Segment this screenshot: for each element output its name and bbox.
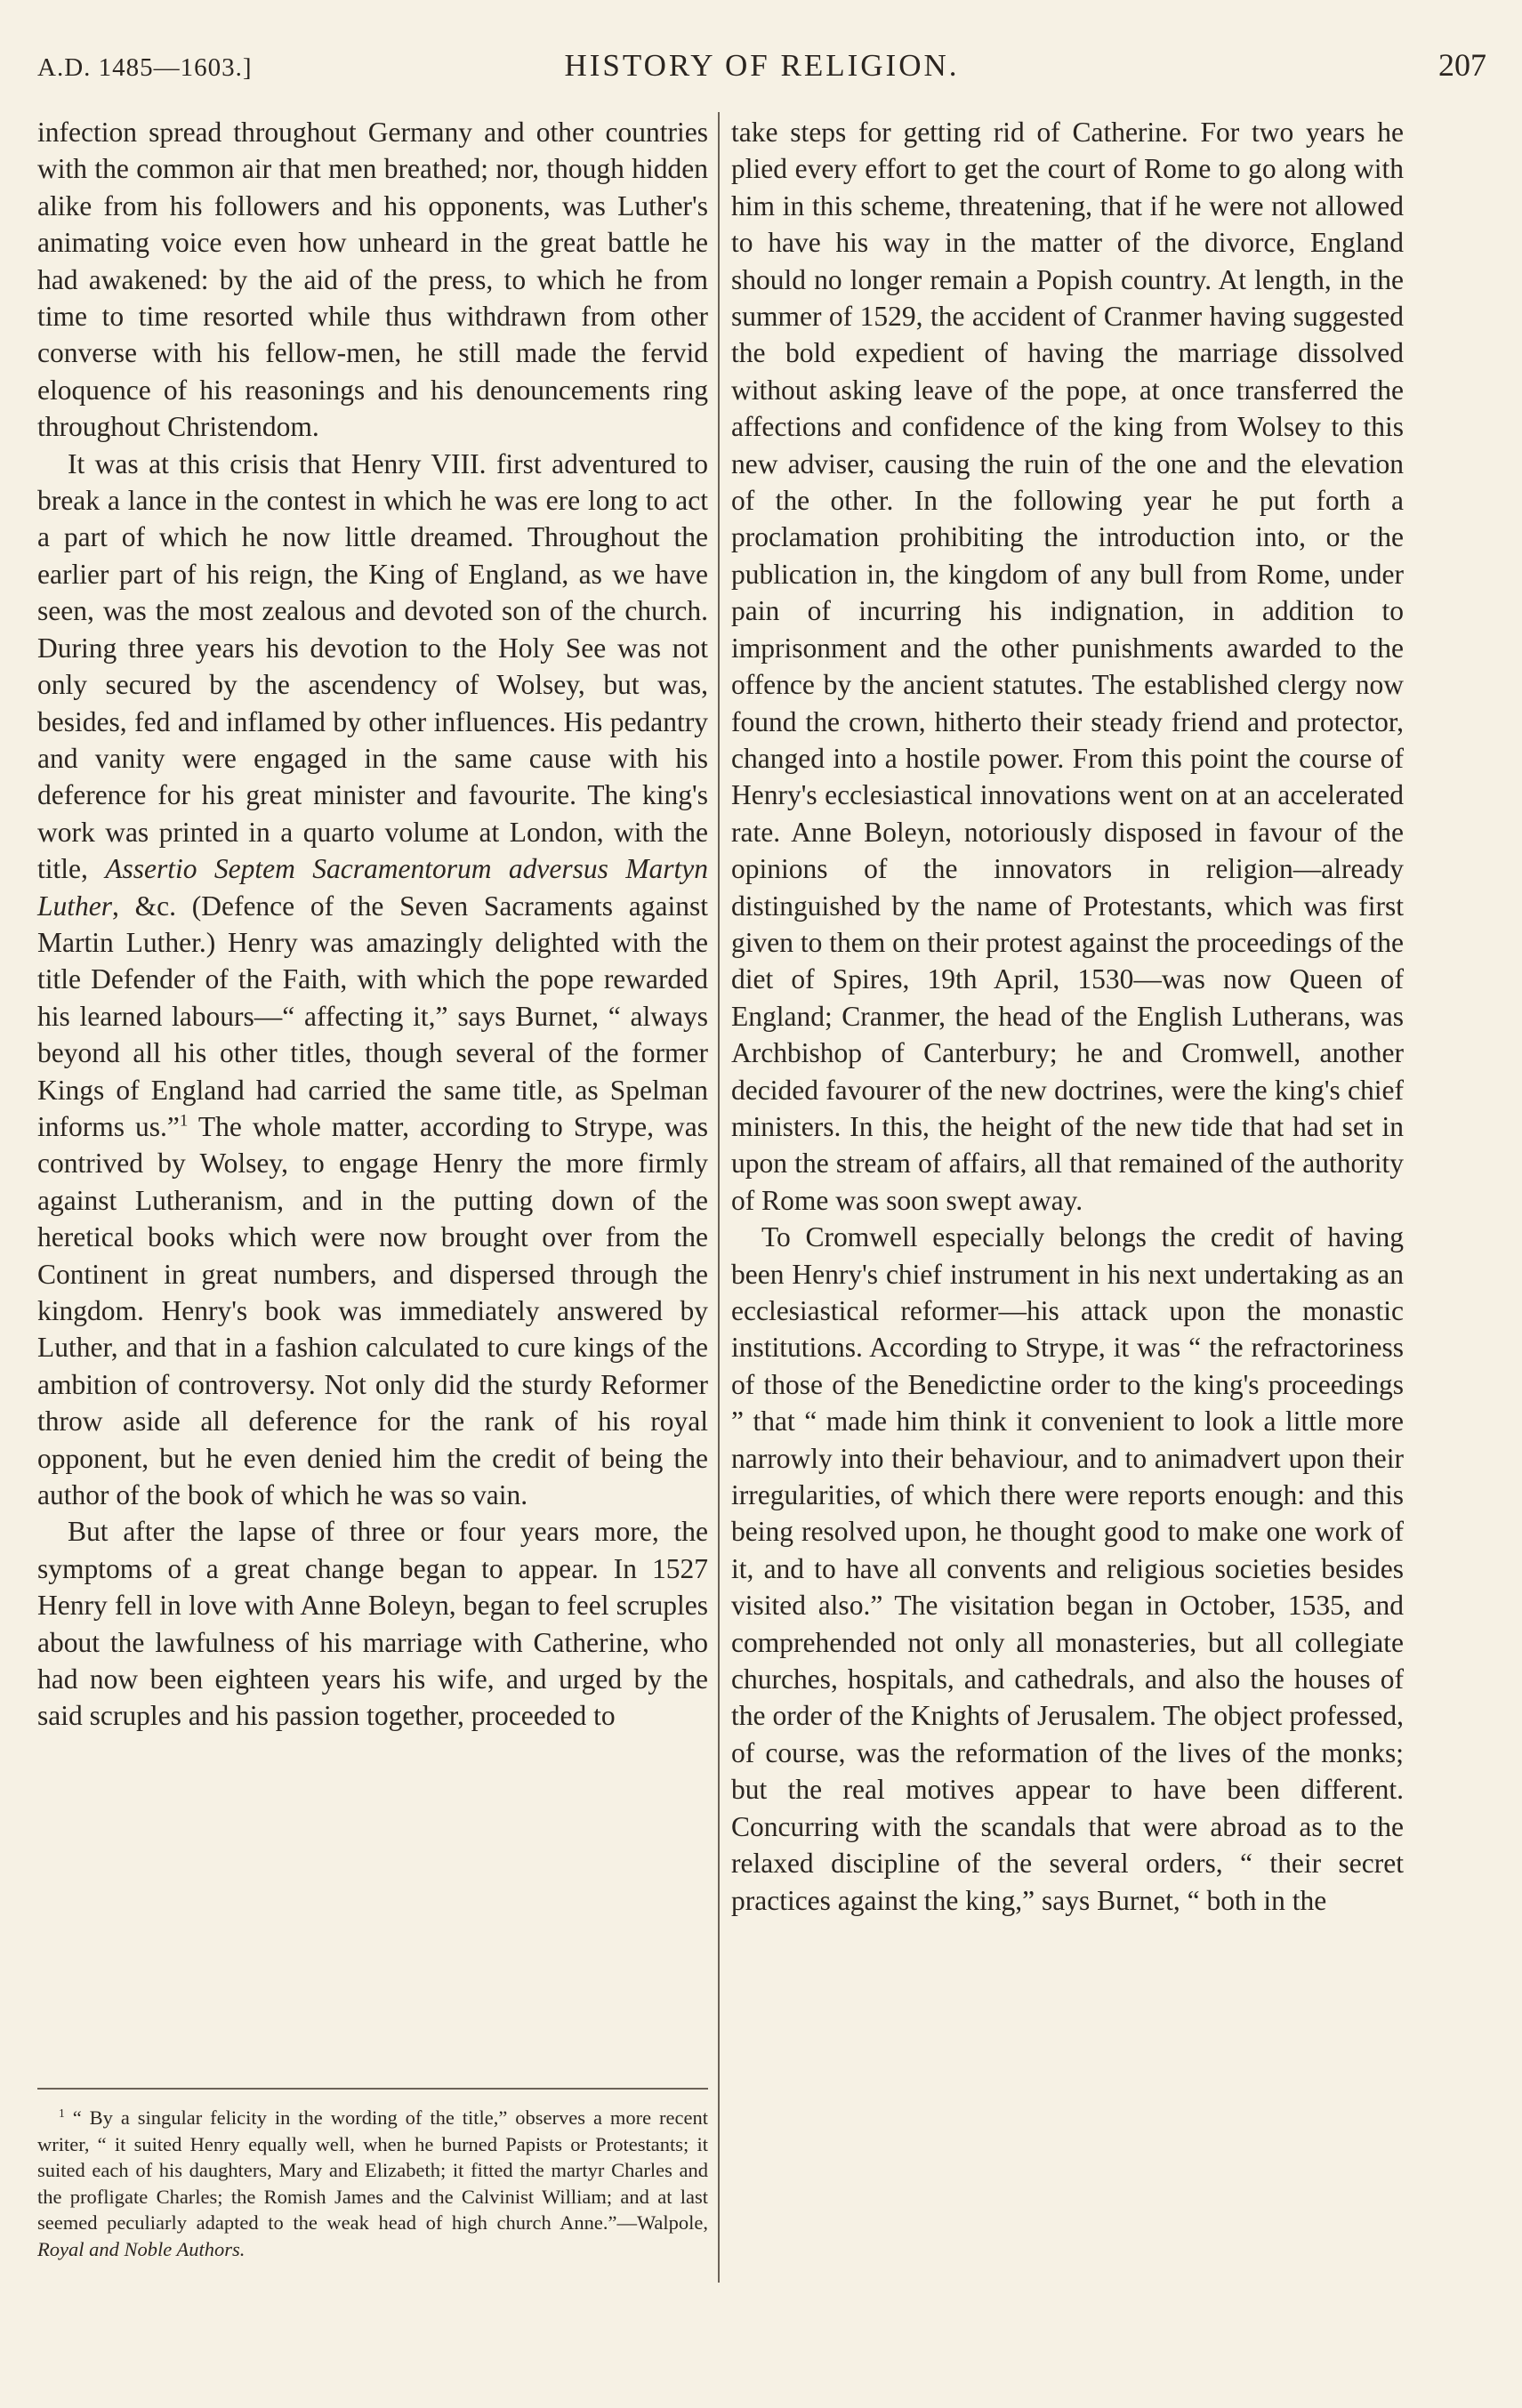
paragraph: take steps for getting rid of Catherine. For two years he plied every effort to get the court of Rome to go along with him in this scheme, threatening, that if he were not allowed to have his way in the matter of the divorce, England should no longer remain a Popish country. At length, in the summer of 1529, the accident of Cranmer having suggested the bold expedient of having the marriage dissolved without asking leave of the pope, at once transferred the affections and confidence of the king from Wolsey to this new adviser, causing the ruin of the one and the elevation of the other. In the following year he put forth a proclamation prohibiting the introduction into, or the publication in, the kingdom of any bull from Rome, under pain of incurring his indignation, in addition to imprisonment and the other punishments awarded to the offence by the ancient statutes. The established clergy now found the crown, hitherto their steady friend and protector, changed into a hostile power. From this point the course of Henry's ecclesiastical innovations went on at an accelerated rate. Anne Boleyn, notoriously disposed in favour of the opinions of the innovators in religion—already distinguished by the name of Protestants, which was first given to them on their protest against the proceedings of the diet of Spires, 19th April, 1530—was now Queen of England; Cranmer, the head of the English Lutherans, was Archbishop of Canterbury; he and Cromwell, another decided favourer of the new doctrines, were the king's chief ministers. In this, the height of the new tide that had set in upon the stream of affairs, all that remained of the authority of Rome was soon swept away.	[731, 117, 1404, 1216]
footnote-paragraph	[37, 2105, 708, 2263]
footnote-text: “ By a singular felicity in the wording of the title,” observes a more recent writer, “ it suited Henry equally well, when he burned Papists or Protestants; it suited each of his daughters, Mary and Elizabeth; it fitted the martyr Charles and the profligate Charles; the Romish James and the Calvinist William; and at last seemed peculiarly adapted to the weak head of high church Anne.”—Walpole,	[37, 2106, 709, 2235]
footnote-divider	[37, 2088, 708, 2090]
paragraph: infection spread throughout Germany and other countries with the common air that men breathed; nor, though hidden alike from his followers and his opponents, was Luther's animating voice even how unheard in the great battle he had awakened: by the aid of the press, to which he from time to time resorted while thus withdrawn from other converse with his fellow-men, he still made the fervid eloquence of his reasonings and his denouncements ring throughout Christendom.	[37, 117, 708, 443]
page-number: 207	[1438, 47, 1486, 83]
date-range: A.D. 1485—1603.]	[37, 53, 253, 82]
footnote-marker: 1	[59, 2106, 65, 2120]
footnote-source: Royal and Noble Authors.	[37, 2237, 246, 2260]
left-column	[37, 114, 708, 1735]
text-run: It was at this crisis that Henry VIII. first adventured to break a lance in the contest in which he was ere long to act a part of which he now little dreamed. Throughout the earlier part of his reign, the King of England, as we have seen, was the most zealous and devoted son of the church. During three years his devotion to the Holy See was not only secured by the ascendency of Wolsey, but was, besides, fed and inflamed by other influences. His pedantry and vanity were engaged in the same cause with his deference for his great minister and favourite. The king's work was printed in a quarto volume at London, with the title,	[37, 447, 708, 885]
book-title: Assertio Septem Sacramentorum adversus Martyn Luther	[37, 853, 708, 922]
footnote	[37, 2105, 708, 2263]
footnote-ref[interactable]: 1	[179, 1111, 189, 1131]
text-run: The whole matter, according to Strype, was contrived by Wolsey, to engage Henry the more firmly against Lutheranism, and in the putting down of the heretical books which were now brought over from the Continent in great numbers, and dispersed through the kingdom. Henry's book was immediately answered by Luther, and that in a fashion calculated to cure kings of the ambition of controversy. Not only did the sturdy Reformer throw aside all deference for the rank of his royal opponent, but he even denied him the credit of being the author of the book of which he was so vain.	[37, 1110, 709, 1511]
running-header	[37, 44, 1486, 89]
column-divider	[718, 112, 720, 2283]
paragraph: To Cromwell especially belongs the credit of having been Henry's chief instrument in his next undertaking as an ecclesiastical reformer—his attack upon the monastic institutions. According to Strype, it was “ the refractoriness of those of the Benedictine order to the king's proceedings ” that “ made him think it convenient to look a little more narrowly into their behaviour, and to animadvert upon their irregularities, of which there were reports enough: and this being resolved upon, he thought good to make one work of it, and to have all convents and religious societies besides visited also.” The visitation began in October, 1535, and comprehended not only all monasteries, but all collegiate churches, hospitals, and cathedrals, and also the houses of the order of the Knights of Jerusalem. The object professed, of course, was the reformation of the lives of the monks; but the real motives appear to have been different. Concurring with the scandals that were abroad as to the relaxed discipline of the several orders, “ their secret practices against the king,” says Burnet, “ both in the	[731, 1221, 1404, 1916]
text-run: , &c. (Defence of the Seven Sacraments against Martin Luther.) Henry was amazingly delighted with the title Defender of the Faith, with which the pope rewarded his learned labours—“ affecting it,” says Burnet, “ always beyond all his other titles, though several of the former Kings of England had carried the same title, as Spelman informs us.”	[37, 890, 708, 1142]
paragraph: But after the lapse of three or four years more, the symptoms of a great change began to appear. In 1527 Henry fell in love with Anne Boleyn, began to feel scruples about the lawfulness of his marriage with Catherine, who had now been eighteen years his wife, and urged by the said scruples and his passion together, proceeded to	[37, 1516, 708, 1732]
right-column	[731, 114, 1404, 1919]
paragraph	[37, 446, 708, 1514]
running-title: HISTORY OF RELIGION.	[564, 48, 960, 83]
